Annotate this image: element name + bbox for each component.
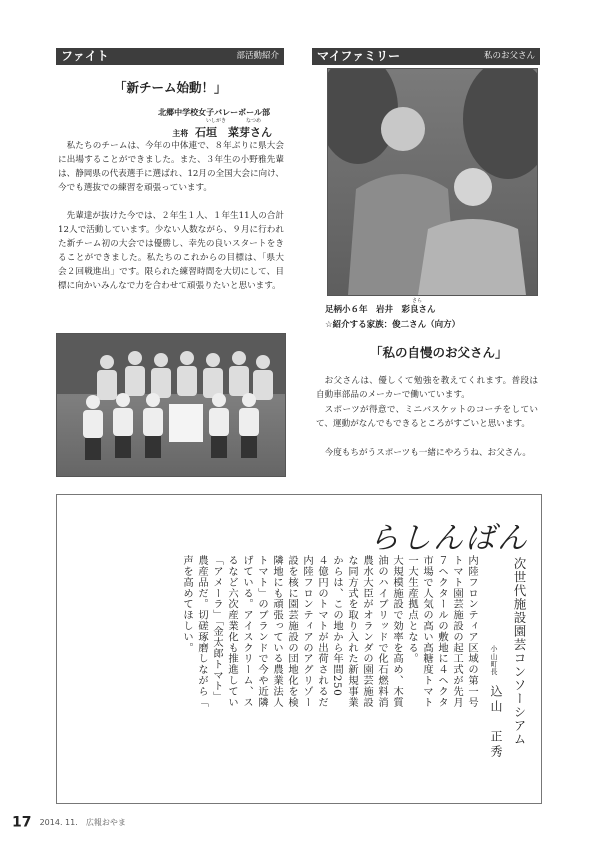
column-text-line: 市場で人気の高い高糖度トマト (421, 555, 433, 708)
column-text-line: 声を高めてほしい。 (181, 555, 193, 654)
paragraph: お父さんは、優しくて勉強を教えてくれます。普段は自動車部品のメーカーで働いています。 (316, 376, 538, 400)
rashinban-column (56, 494, 542, 804)
ruby-name: さら (412, 298, 423, 304)
column-text-line: トマト園芸施設の起工式が先月 (451, 555, 463, 708)
section-header-my-family (312, 48, 540, 65)
ruby-given: なつめ (246, 118, 262, 124)
section-subtitle: 部活動紹介 (236, 51, 279, 61)
section-title: ファイト (61, 49, 109, 63)
column-text-line: 「アメーラ」「金太郎トマト」 (211, 555, 223, 703)
column-text-line: ７ヘクタールの敷地に４ヘクタ (436, 555, 448, 708)
column-text-line: 農産品だ。切磋琢磨しながら「 (196, 555, 208, 708)
issue-date: 2014. 11. (39, 818, 78, 827)
publication-title: 広報おやま (85, 818, 126, 827)
paragraph: 私たちのチームは、今年の中体連で、８年ぶりに県大会に出場することができました。また、３年生の小野雅先輩は、静岡県の代表選手に選ばれ、12月の全国大会に向け、今でも選抜での練習を頑張っています。 (58, 141, 284, 193)
column-text-line: 一大生産拠点となる。 (406, 555, 418, 664)
paragraph: スポーツが得意で、ミニバスケットのコーチをしていて、運動がなんでもできるところがすごいと思います。 (316, 405, 538, 429)
section-header-fight (56, 48, 284, 65)
rashinban-logo: らしんばん (369, 521, 529, 556)
club-name: 北郷中学校女子バレーボール部 (158, 108, 270, 117)
column-text-line: 内陸フロンティア区域の第一号 (466, 555, 478, 708)
captain-name: 石垣 菜芽さん (195, 126, 272, 139)
column-text-line: 油のハイブリッドで化石燃料消 (376, 555, 388, 708)
column-text-line: 農水大臣がオランダの園芸施設 (361, 555, 373, 708)
photo-caption-name: 足柄小６年 岩井 彩良さん (325, 305, 436, 315)
column-text-line: 設を核に園芸施設の団地化を検 (286, 555, 298, 708)
paragraph: 今度もちがうスポーツも一緒にやろうね、お父さん。 (324, 448, 532, 458)
family-photo (327, 68, 538, 296)
volleyball-team-photo (56, 333, 286, 477)
section-subtitle: 私のお父さん (483, 51, 535, 61)
author-title: 小山町長 (490, 645, 498, 676)
ruby-family: いしがき (206, 118, 227, 124)
family-photo-figures (328, 69, 537, 295)
captain-role: 主将 (172, 129, 189, 138)
column-text-line: 大規模施設で効率を高め、木質 (391, 555, 403, 708)
paragraph: 先輩達が抜けた今では、２年生１人、１年生11人の合計12人で活動しています。少ない人数ながら、９月に行われた新チーム初の大会では優勝し、幸先の良いスタートをきることができました。私たちのこれからの目標は、「県大会２回戦進出」です。限られた練習時間を大切にして、目標に向かいみんなで力を合わせて頑張りたいと思います。 (58, 211, 284, 291)
page-footer (12, 812, 126, 831)
photo-caption-family: ☆紹介する家族：俊二さん（向方） (325, 320, 461, 330)
column-text-line: げている。アイスクリーム、ス (241, 555, 253, 708)
page-number: 17 (12, 814, 32, 831)
column-text-line: トマト」のブランドで今や近隣 (256, 555, 268, 708)
column-text-line: ４億円のトマトが出荷されるだ (316, 555, 328, 708)
column-text-line: からは、この地から年間250 (331, 555, 343, 697)
article-headline: 「私の自慢のお父さん」 (370, 345, 508, 360)
article-headline: 「新チーム始動！」 (114, 80, 227, 95)
column-text-line: 内陸フロンティアのアグリゾー (301, 555, 313, 708)
column-text-line: 隣地にも頑張っている農業法人 (271, 555, 283, 708)
section-title: マイファミリー (317, 49, 401, 63)
column-title: 次世代施設園芸コンソーシアム (512, 557, 527, 746)
column-text-line: な同方式を取り入れた新規事業 (346, 555, 358, 708)
author-name: 込山 正秀 (489, 685, 503, 760)
captain-byline (150, 124, 272, 140)
column-text-line: るなど六次産業化も推進してい (226, 555, 238, 708)
team-photo-figures (57, 334, 285, 476)
